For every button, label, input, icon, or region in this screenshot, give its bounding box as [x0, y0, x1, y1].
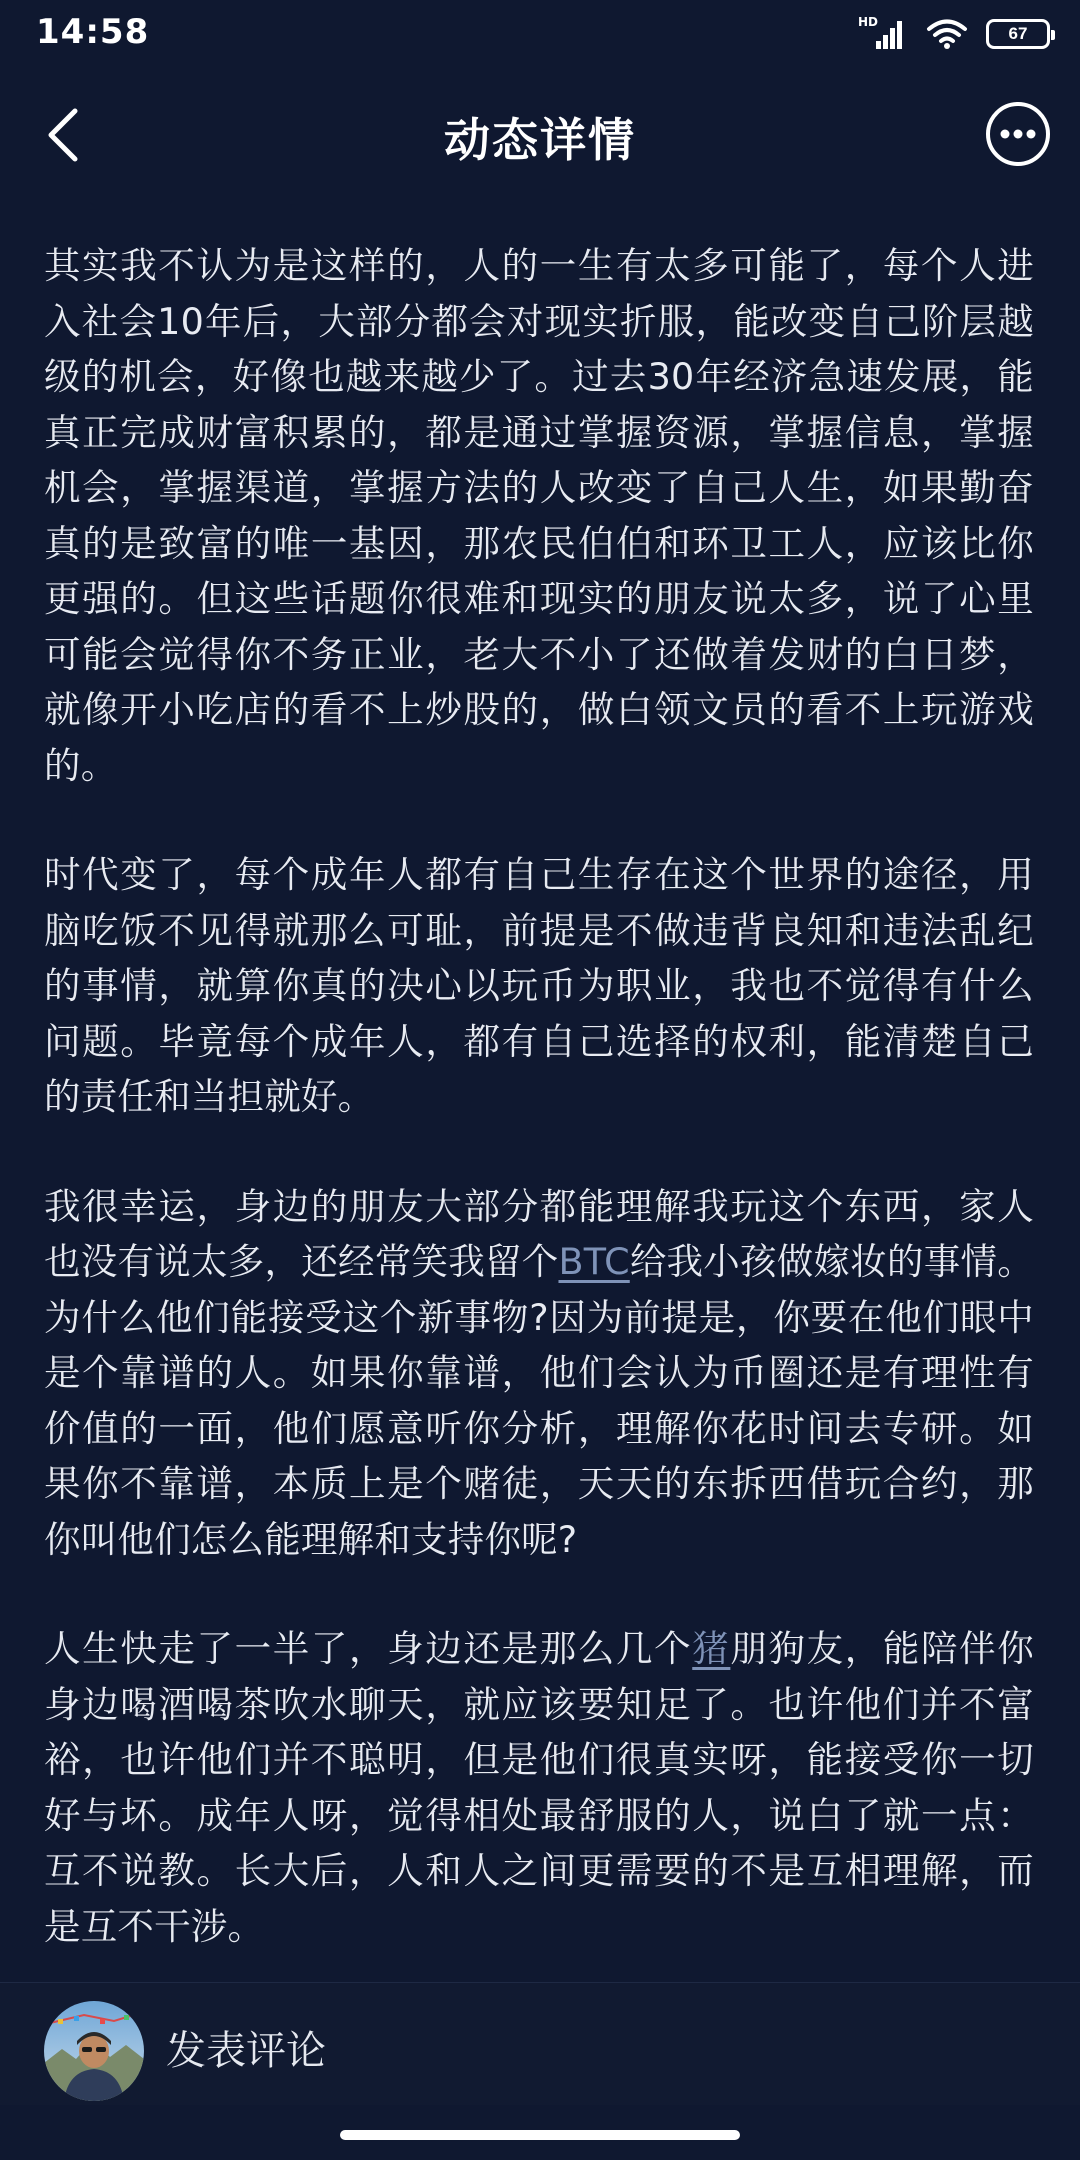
comment-input[interactable]: 发表评论	[166, 2028, 326, 2074]
post-paragraph	[44, 1179, 1034, 1568]
home-indicator[interactable]	[340, 2130, 740, 2140]
keyword-link-pig[interactable]: 猪	[692, 1627, 731, 1670]
battery-level: 67	[1008, 24, 1028, 43]
post-paragraph: 时代变了，每个成年人都有自己生存在这个世界的途径，用脑吃饭不见得就那么可耻，前提是不做违背良知和违法乱纪的事情，就算你真的决心以玩币为职业，我也不觉得有什么问题。毕竟每个成年人，都有自己选择的权利，能清楚自己的责任和当担就好。	[44, 853, 1034, 1118]
paragraph-text: 给我小孩做嫁妆的事情。为什么他们能接受这个新事物?因为前提是，你要在他们眼中是个靠谱的人。如果你靠谱，他们会认为币圈还是有理性有价值的一面，他们愿意听你分析，理解你花时间去专研。如果你不靠谱，本质上是个赌徒，天天的东拆西借玩合约，那你叫他们怎么能理解和支持你呢?	[44, 1240, 1034, 1561]
page-title: 动态详情	[444, 113, 636, 167]
signal-icon	[858, 17, 908, 51]
status-bar	[0, 0, 1080, 70]
wifi-icon	[926, 18, 968, 50]
battery-icon	[986, 19, 1050, 49]
paragraph-text: 我很幸运，身边的朋友大部分都能理解我玩这个东西，家人也没有说太多，还经常笑我留个	[44, 1184, 1034, 1283]
more-dots-icon	[985, 101, 1051, 167]
paragraph-text: 朋狗友，能陪伴你身边喝酒喝茶吹水聊天，就应该要知足了。也许他们并不富裕，也许他们并不聪明，但是他们很真实呀，能接受你一切好与坏。成年人呀，觉得相处最舒服的人，说白了就一点：互不说教。长大后，人和人之间更需要的不是互相理解，而是互不干涉。	[44, 1627, 1034, 1948]
comment-bar	[0, 1982, 1080, 2105]
status-time: 14:58	[36, 12, 150, 52]
status-icons	[858, 14, 1050, 54]
post-content	[44, 238, 1034, 1978]
nav-bar	[0, 90, 1080, 180]
post-paragraph: 其实我不认为是这样的，人的一生有太多可能了，每个人进入社会10年后，大部分都会对现实折服，能改变自己阶层越级的机会，好像也越来越少了。过去30年经济急速发展，能真正完成财富积累的，都是通过掌握资源，掌握信息，掌握机会，掌握渠道，掌握方法的人改变了自己人生，如果勤奋真的是致富的唯一基因，那农民伯伯和环卫工人，应该比你更强的。但这些话题你很难和现实的朋友说太多，说了心里可能会觉得你不务正业，老大不小了还做着发财的白日梦，就像开小吃店的看不上炒股的，做白领文员的看不上玩游戏的。	[44, 244, 1034, 787]
network-label: HD	[858, 15, 879, 29]
keyword-link-btc[interactable]: BTC	[558, 1240, 630, 1283]
post-paragraph	[44, 1621, 1034, 1954]
more-button[interactable]	[984, 100, 1052, 168]
paragraph-text: 人生快走了一半了，身边还是那么几个	[44, 1627, 693, 1670]
avatar[interactable]	[44, 2001, 144, 2101]
